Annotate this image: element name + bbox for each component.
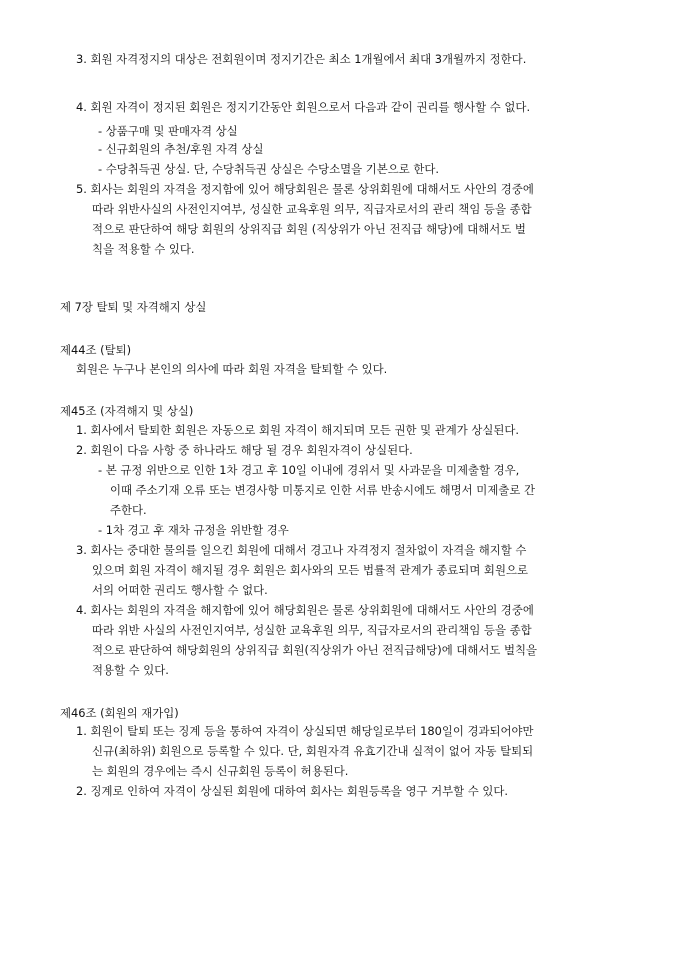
suspension-item-5-line-2: 따라 위반사실의 사전인지여부, 성실한 교육후원 의무, 직급자로서의 관리 책임 등을 종합 xyxy=(92,202,532,216)
article-45-item-3-line-2: 있으며 회원 자격이 해지될 경우 회원은 회사와의 모든 법률적 관계가 종료되며 회원으로 xyxy=(92,563,528,577)
article-46-item-2: 2. 징계로 인하여 자격이 상실된 회원에 대하여 회사는 회원등록을 영구 거부할 수 있다. xyxy=(76,784,509,798)
article-45-item-2-dash-2: - 1차 경고 후 재차 규정을 위반할 경우 xyxy=(98,523,289,537)
article-45-item-4-line-4: 적용할 수 있다. xyxy=(92,663,169,677)
suspension-item-4-dash-1: - 상품구매 및 판매자격 상실 xyxy=(98,124,238,138)
suspension-item-4-dash-2: - 신규회원의 추천/후원 자격 상실 xyxy=(98,142,264,156)
article-45-item-2: 2. 회원이 다음 사항 중 하나라도 해당 될 경우 회원자격이 상실된다. xyxy=(76,443,413,457)
chapter-title: 제 7장 탈퇴 및 자격해지 상실 xyxy=(60,300,207,314)
article-45-item-3-line-1: 3. 회사는 중대한 물의를 일으킨 회원에 대해서 경고나 자격정지 절차없이 자격을 해지할 수 xyxy=(76,543,527,557)
article-46-item-1-line-3: 는 회원의 경우에는 즉시 신규회원 등록이 허용된다. xyxy=(92,764,349,778)
article-46-item-1-line-1: 1. 회원이 탈퇴 또는 징계 등을 통하여 자격이 상실되면 해당일로부터 180일이 경과되어야만 xyxy=(76,724,534,738)
article-44-body: 회원은 누구나 본인의 의사에 따라 회원 자격을 탈퇴할 수 있다. xyxy=(76,362,388,376)
article-45-item-3-line-3: 서의 어떠한 권리도 행사할 수 없다. xyxy=(92,583,268,597)
article-46-title: 제46조 (회원의 재가입) xyxy=(60,706,179,720)
article-45-item-4-line-2: 따라 위반 사실의 사전인지여부, 성실한 교육후원 의무, 직급자로서의 관리책임 등을 종합 xyxy=(92,623,532,637)
article-44-title: 제44조 (탈퇴) xyxy=(60,343,132,357)
article-45-item-2-dash-1-line-2: 이때 주소기재 오류 또는 변경사항 미통지로 인한 서류 반송시에도 해명서 미제출로 간 xyxy=(110,483,535,497)
article-45-item-2-dash-1-line-1: - 본 규정 위반으로 인한 1차 경고 후 10일 이내에 경위서 및 사과문을 미제출할 경우, xyxy=(98,463,520,477)
suspension-item-4: 4. 회원 자격이 정지된 회원은 정지기간동안 회원으로서 다음과 같이 권리를 행사할 수 없다. xyxy=(76,100,531,114)
suspension-item-5-line-3: 적으로 판단하여 해당 회원의 상위직급 회원 (직상위가 아닌 전직급 해당)에 대해서도 벌 xyxy=(92,222,526,236)
article-46-item-1-line-2: 신규(최하위) 회원으로 등록할 수 있다. 단, 회원자격 유효기간내 실적이 없어 자동 탈퇴되 xyxy=(92,744,534,758)
article-45-item-2-dash-1-line-3: 주한다. xyxy=(110,503,147,517)
suspension-item-3: 3. 회원 자격정지의 대상은 전회원이며 정지기간은 최소 1개월에서 최대 3개월까지 정한다. xyxy=(76,52,527,66)
article-45-item-4-line-3: 적으로 판단하여 해당회원의 상위직급 회원(직상위가 아닌 전직급해당)에 대해서도 벌칙을 xyxy=(92,643,537,657)
article-45-title: 제45조 (자격해지 및 상실) xyxy=(60,404,194,418)
article-45-item-4-line-1: 4. 회사는 회원의 자격을 해지함에 있어 해당회원은 물론 상위회원에 대해서도 사안의 경중에 xyxy=(76,603,534,617)
suspension-item-5-line-1: 5. 회사는 회원의 자격을 정지함에 있어 해당회원은 물론 상위회원에 대해서도 사안의 경중에 xyxy=(76,182,534,196)
suspension-item-4-dash-3: - 수당취득권 상실. 단, 수당취득권 상실은 수당소멸을 기본으로 한다. xyxy=(98,162,440,176)
article-45-item-1: 1. 회사에서 탈퇴한 회원은 자동으로 회원 자격이 해지되며 모든 권한 및 관계가 상실된다. xyxy=(76,423,520,437)
suspension-item-5-line-4: 칙을 적용할 수 있다. xyxy=(92,242,195,256)
